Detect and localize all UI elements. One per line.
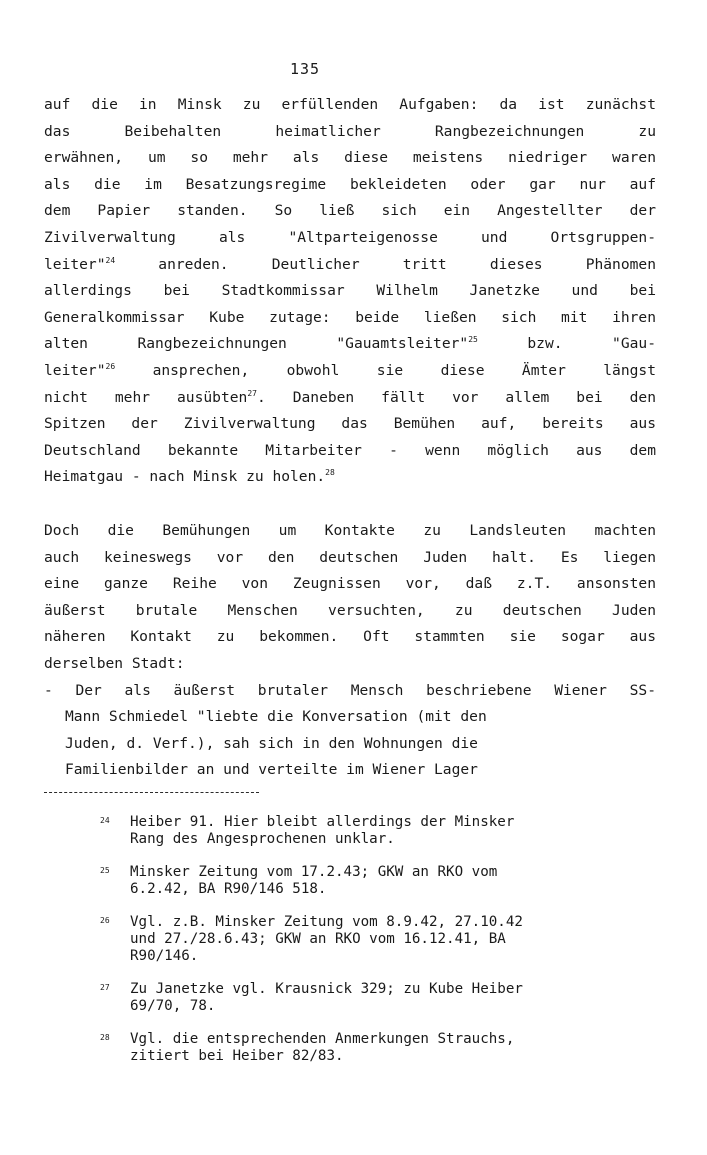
footnote-28 [100, 1031, 640, 1065]
footnote-text: Minsker Zeitung vom 17.2.43; GKW an RKO vom 6.2.42, BA R90/146 518. [130, 864, 498, 897]
text-line: auf die in Minsk zu erfüllenden Aufgaben: da ist zunächst [44, 96, 656, 113]
footnote-text: Heiber 91. Hier bleibt allerdings der Minsker Rang des Angesprochenen unklar. [130, 814, 515, 847]
footnote-mark: 28 [100, 1033, 110, 1042]
footnote-26 [100, 914, 640, 965]
footnote-25 [100, 864, 640, 898]
text-line: allerdings bei Stadtkommissar Wilhelm Janetzke und bei [44, 282, 656, 300]
footnote-mark: 27 [100, 983, 110, 992]
footnote-text: Zu Janetzke vgl. Krausnick 329; zu Kube Heiber 69/70, 78. [130, 981, 523, 1014]
list-item-first-line: - Der als äußerst brutaler Mensch beschriebene Wiener SS- [44, 681, 656, 699]
text-line: derselben Stadt: [44, 654, 185, 672]
text-line [44, 464, 656, 491]
text-fragment: alten Rangbezeichnungen "Gauamtsleiter" [44, 335, 469, 353]
text-fragment: leiter" [44, 361, 106, 379]
text-line: erwähnen, um so mehr als diese meistens niedriger waren [44, 149, 656, 167]
text-line: äußerst brutale Menschen versuchten, zu deutschen Juden [44, 601, 656, 619]
text-fragment: nicht mehr ausübten [44, 388, 248, 406]
footnotes [100, 814, 640, 1081]
footnote-ref-24: 24 [105, 255, 116, 265]
text-line: auch keineswegs vor den deutschen Juden halt. Es liegen [44, 548, 656, 566]
text-line: das Beibehalten heimatlicher Rangbezeichnungen zu [44, 122, 656, 140]
text-line [44, 385, 656, 412]
paragraph-1 [44, 92, 656, 491]
text-line: Generalkommissar Kube zutage: beide ließen sich mit ihren [44, 308, 656, 326]
footnote-ref-25: 25 [468, 335, 478, 345]
list-item-line: Juden, d. Verf.), sah sich in den Wohnungen die [65, 734, 478, 752]
footnote-ref-26: 26 [105, 362, 116, 372]
list-item [44, 678, 656, 784]
footnote-mark: 25 [100, 866, 110, 875]
text-line: näheren Kontakt zu bekommen. Oft stammten sie sogar aus [44, 628, 656, 646]
page-number: 135 [289, 60, 321, 78]
text-line: Zivilverwaltung als "Altparteigenosse und Ortsgruppen- [44, 228, 656, 246]
footnote-24 [100, 814, 640, 848]
text-line: Doch die Bemühungen um Kontakte zu Landsleuten machten [44, 522, 656, 539]
footnote-separator [44, 792, 259, 793]
text-line: Spitzen der Zivilverwaltung das Bemühen auf, bereits aus [44, 415, 656, 433]
footnote-text: Vgl. z.B. Minsker Zeitung vom 8.9.42, 27.10.42 und 27./28.6.43; GKW an RKO vom 16.12.41, BA R90/146. [130, 914, 523, 964]
footnote-27 [100, 981, 640, 1015]
footnote-ref-28: 28 [325, 468, 335, 478]
text-line: dem Papier standen. So ließ sich ein Angestellter der [44, 202, 656, 220]
text-line: als die im Besatzungsregime bekleideten oder gar nur auf [44, 175, 656, 193]
text-line: Deutschland bekannte Mitarbeiter - wenn möglich aus dem [44, 441, 656, 459]
paragraph-2 [44, 518, 656, 784]
text-line [44, 358, 656, 385]
text-fragment: anreden. Deutlicher tritt dieses Phänomen [115, 255, 656, 273]
text-fragment: leiter" [44, 255, 106, 273]
list-item-line: Mann Schmiedel "liebte die Konversation (mit den [65, 708, 487, 726]
text-line: eine ganze Reihe von Zeugnissen vor, daß z.T. ansonsten [44, 575, 656, 593]
list-item-line: Familienbilder an und verteilte im Wiener Lager [65, 761, 478, 779]
text-line [44, 331, 656, 358]
footnote-mark: 24 [100, 816, 110, 825]
text-fragment: Heimatgau - nach Minsk zu holen. [44, 468, 326, 486]
text-fragment: . Daneben fällt vor allem bei den [256, 388, 656, 406]
text-fragment: bzw. "Gau- [477, 335, 656, 353]
footnote-mark: 26 [100, 916, 110, 925]
footnote-text: Vgl. die entsprechenden Anmerkungen Strauchs, zitiert bei Heiber 82/83. [130, 1031, 515, 1064]
text-fragment: ansprechen, obwohl sie diese Ämter längst [115, 361, 656, 379]
text-line [44, 252, 656, 279]
footnote-ref-27: 27 [247, 388, 257, 398]
